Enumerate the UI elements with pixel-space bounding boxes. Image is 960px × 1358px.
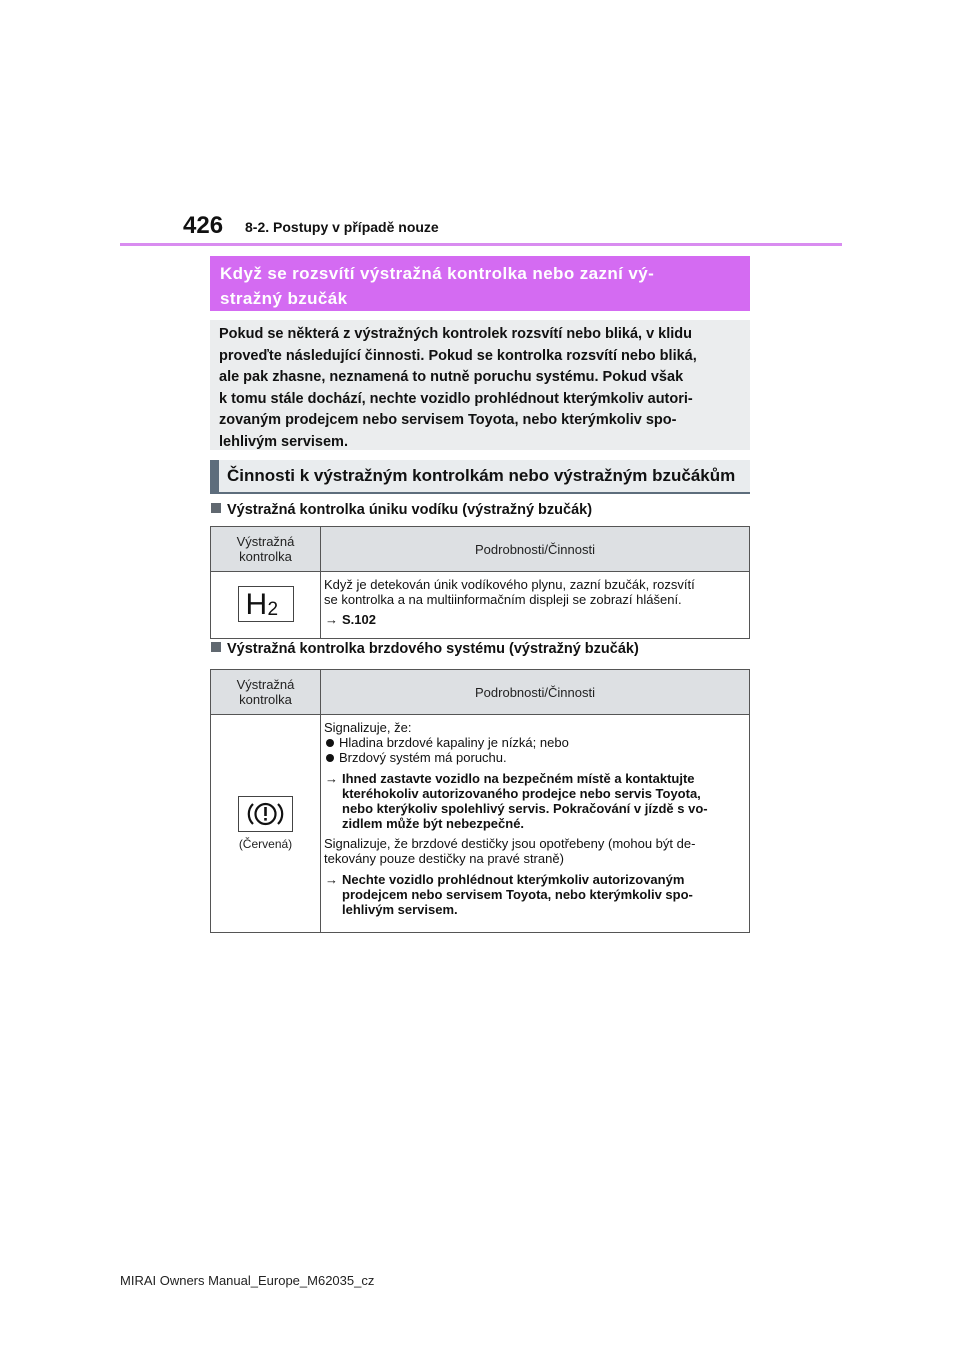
intro-line: proveďte následující činnosti. Pokud se kontrolka rozsvítí nebo bliká, (219, 347, 697, 364)
arrow-icon: → (325, 612, 338, 627)
page-reference[interactable] (324, 612, 743, 627)
description-line: Signalizuje, že: (324, 720, 412, 735)
bullet-icon (326, 754, 334, 762)
icon-caption: (Červená) (238, 837, 293, 851)
intro-line: Pokud se některá z výstražných kontrolek rozsvítí nebo bliká, v klidu (219, 326, 693, 342)
column-header-indicator (211, 527, 321, 572)
column-header-indicator (211, 670, 321, 715)
section-title (210, 256, 750, 311)
list-item (324, 750, 743, 765)
square-bullet-icon (211, 642, 221, 652)
brake-warning-glyph (239, 797, 292, 831)
hydrogen-table (210, 526, 750, 639)
square-bullet-icon (211, 503, 221, 513)
subheading: Činnosti k výstražným kontrolkám nebo výstražným bzučákům (210, 460, 750, 494)
action-line: Nechte vozidlo prohlédnout kterýmkoliv autorizovaným (342, 872, 685, 887)
column-header-details: Podrobnosti/Činnosti (321, 670, 750, 715)
hydrogen-leak-icon (238, 586, 294, 622)
description-line: tekovány pouze destičky na pravé straně) (324, 851, 564, 866)
arrow-icon: → (325, 771, 338, 786)
action-instruction (324, 872, 743, 917)
action-line: nebo kterýkoliv spolehlivý servis. Pokračování v jízdě s vo- (342, 801, 708, 816)
details-cell (321, 715, 750, 933)
list-item-label: Hladina brzdové kapaliny je nízká; nebo (339, 735, 569, 750)
column-header-line: Výstražná (236, 677, 295, 692)
details-cell (321, 572, 750, 639)
hydrogen-icon-subscript: 2 (267, 598, 279, 620)
column-header-line: kontrolka (239, 692, 292, 707)
hydrogen-icon-letter: H (245, 587, 268, 621)
indicator-cell (211, 572, 321, 639)
indicator-cell (211, 715, 321, 933)
chapter-title: 8-2. Postupy v případě nouze (245, 219, 439, 235)
description-line: Když je detekován únik vodíkového plynu, zazní bzučák, rozsvítí (324, 577, 695, 592)
footer-document-id: MIRAI Owners Manual_Europe_M62035_cz (120, 1273, 375, 1288)
intro-line: k tomu stále dochází, nechte vozidlo prohlédnout kterýmkoliv autori- (219, 390, 693, 407)
action-line: zidlem může být nebezpečné. (342, 816, 525, 831)
action-line: prodejcem nebo servisem Toyota, nebo kterýmkoliv spo- (342, 887, 693, 902)
header-divider (120, 243, 842, 246)
topic-hydrogen-label: Výstražná kontrolka úniku vodíku (výstražný bzučák) (227, 502, 593, 518)
page-number: 426 (183, 212, 224, 239)
column-header-line: Výstražná (236, 534, 295, 549)
action-line: lehlivým servisem. (342, 902, 458, 917)
intro-line: ale pak zhasne, neznamená to nutně poruchu systému. Pokud však (219, 369, 684, 385)
topic-brake (211, 641, 639, 657)
column-header-line: kontrolka (239, 549, 292, 564)
intro-line: lehlivým servisem. (219, 433, 348, 450)
arrow-icon: → (325, 872, 338, 887)
list-item (324, 735, 743, 750)
section-title-line-1: Když se rozsvítí výstražná kontrolka nebo zazní vý- (220, 264, 655, 283)
action-line: Ihned zastavte vozidlo na bezpečném místě a kontaktujte (342, 771, 695, 786)
bullet-icon (326, 739, 334, 747)
section-title-line-2: stražný bzučák (220, 289, 348, 308)
description-line: se kontrolka a na multiinformačním displeji se zobrazí hlášení. (324, 592, 682, 607)
intro-text (210, 320, 750, 450)
intro-line: zovaným prodejcem nebo servisem Toyota, nebo kterýmkoliv spo- (219, 412, 677, 428)
action-line: kteréhokoliv autorizovaného prodejce nebo servis Toyota, (342, 786, 701, 801)
description-line: Signalizuje, že brzdové destičky jsou opotřebeny (mohou být de- (324, 836, 696, 851)
brake-table (210, 669, 750, 933)
list-item-label: Brzdový systém má poruchu. (339, 750, 507, 765)
brake-warning-icon (238, 796, 293, 832)
topic-brake-label: Výstražná kontrolka brzdového systému (výstražný bzučák) (227, 641, 639, 657)
column-header-details: Podrobnosti/Činnosti (321, 527, 750, 572)
topic-hydrogen (211, 502, 592, 518)
page-reference-label: S.102 (342, 612, 376, 627)
action-instruction (324, 771, 743, 831)
